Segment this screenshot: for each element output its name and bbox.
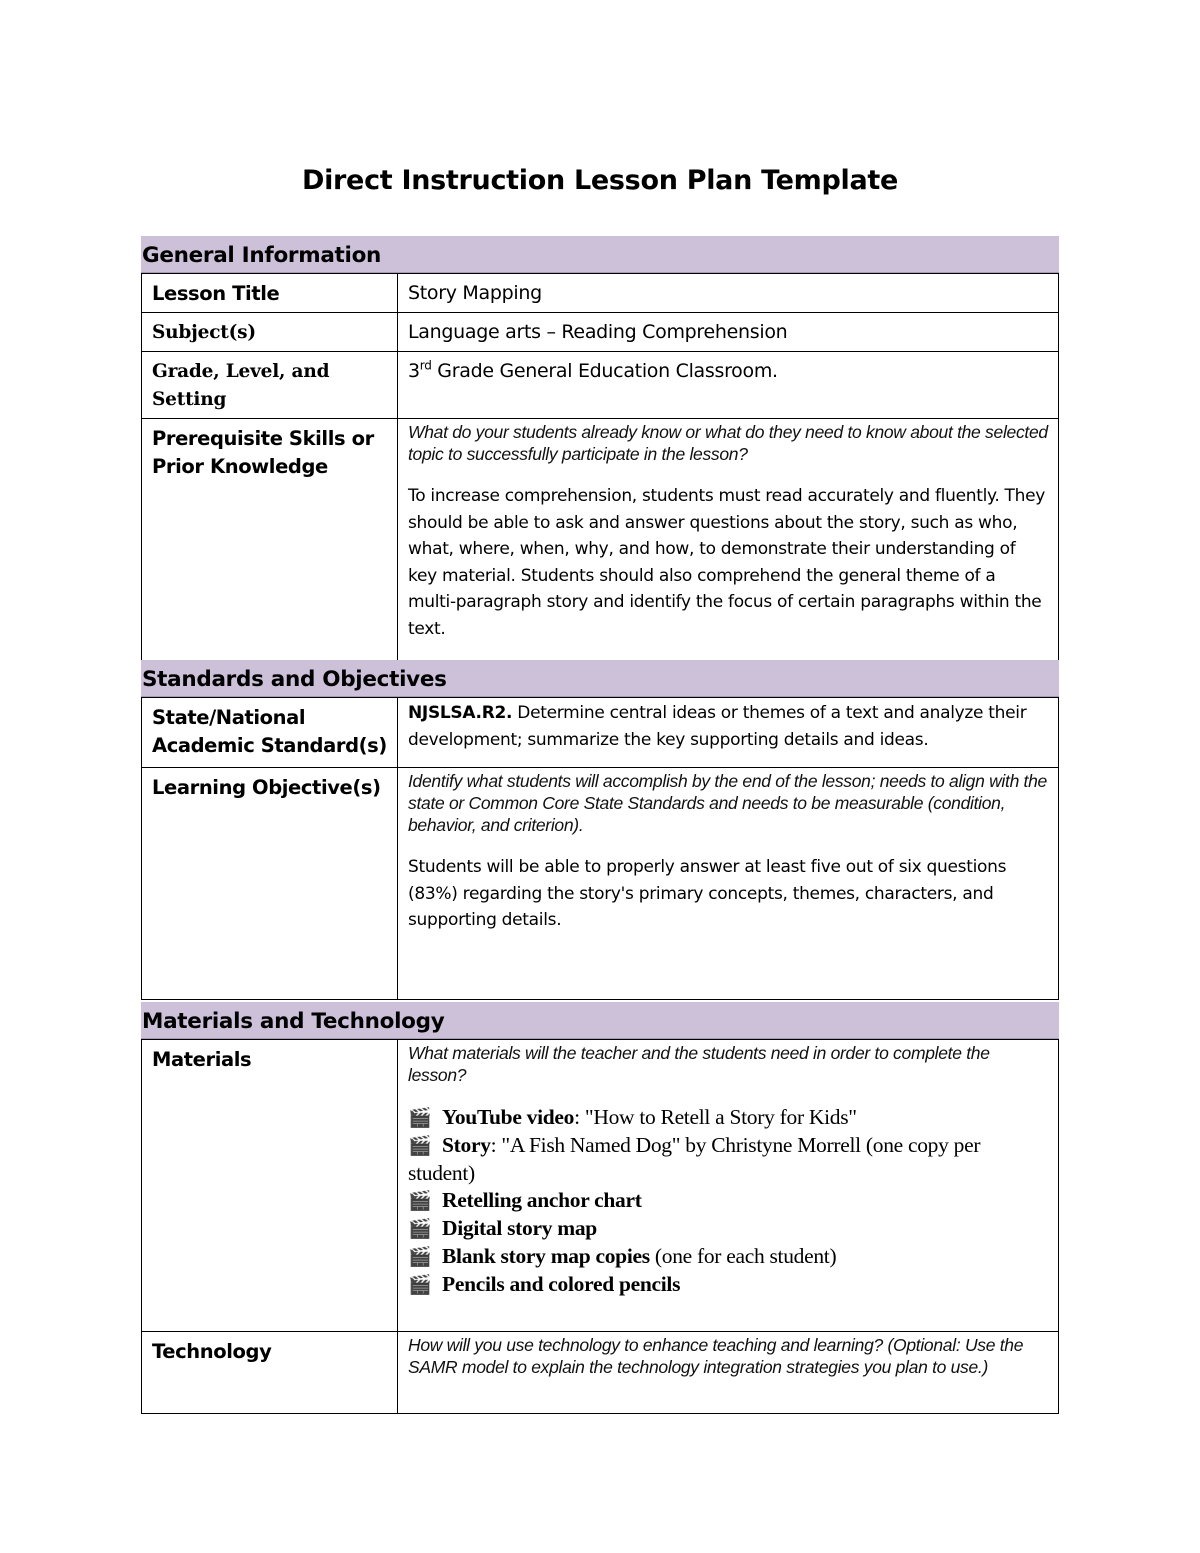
list-item (408, 1132, 1048, 1187)
grade-label: Grade, Level, and Setting (142, 352, 398, 419)
clapperboard-bullet-icon: 🎬 (408, 1247, 432, 1268)
clapperboard-bullet-icon: 🎬 (408, 1275, 432, 1296)
lesson-title-label: Lesson Title (142, 274, 398, 313)
materials-label: Materials (142, 1040, 398, 1332)
material-name: Blank story map copies (442, 1244, 650, 1268)
material-detail: : "How to Retell a Story for Kids" (574, 1105, 857, 1129)
clapperboard-bullet-icon: 🎬 (408, 1191, 432, 1212)
prerequisite-text: To increase comprehension, students must read accurately and fluently. They should be able to ask and answer questions about the story, such as who, what, where, when, why, and how, to demonstrate their understanding of key material. Students should also comprehend the general theme of a multi-paragraph story and identify the focus of certain paragraphs within the text. (408, 486, 1046, 639)
section-heading-standards: Standards and Objectives (141, 660, 1059, 697)
objective-value (398, 768, 1059, 1000)
list-item (408, 1187, 1048, 1215)
material-name: Digital story map (442, 1216, 597, 1240)
materials-list (408, 1104, 1048, 1299)
prerequisite-prompt: What do your students already know or what do they need to know about the selected topic to successfully participate in the lesson? (408, 422, 1048, 464)
technology-label: Technology (142, 1332, 398, 1414)
material-detail: (one for each student) (649, 1244, 837, 1268)
material-name: Pencils and colored pencils (442, 1272, 681, 1296)
table-row (142, 698, 1059, 768)
prerequisite-label: Prerequisite Skills or Prior Knowledge (142, 419, 398, 679)
materials-prompt: What materials will the teacher and the students need in order to complete the lesson? (408, 1043, 990, 1085)
table-row (142, 768, 1059, 1000)
table-row (142, 1040, 1059, 1332)
material-name: YouTube video (442, 1105, 575, 1129)
list-item (408, 1104, 1048, 1132)
objective-text: Students will be able to properly answer at least five out of six questions (83%) regarding the story's primary concepts, themes, characters, and supporting details. (408, 857, 1007, 930)
clapperboard-bullet-icon: 🎬 (408, 1136, 432, 1157)
table-row (142, 352, 1059, 419)
table-row (142, 1332, 1059, 1414)
clapperboard-bullet-icon: 🎬 (408, 1108, 432, 1129)
general-information-table (141, 273, 1059, 679)
material-name: Retelling anchor chart (442, 1188, 642, 1212)
grade-number: 3 (408, 360, 420, 382)
standards-objectives-section (141, 660, 1059, 1000)
section-heading-materials: Materials and Technology (141, 1002, 1059, 1039)
lesson-title-value: Story Mapping (398, 274, 1059, 313)
objective-prompt: Identify what students will accomplish by the end of the lesson; needs to align with the state or Common Core State Standards and needs to be measurable (condition, behavior, and criterion). (408, 771, 1047, 835)
subjects-label: Subject(s) (142, 313, 398, 352)
technology-prompt: How will you use technology to enhance teaching and learning? (Optional: Use the SAMR model to explain the technology integration strategies you plan to use.) (408, 1335, 1024, 1377)
materials-value (398, 1040, 1059, 1332)
list-item (408, 1271, 1048, 1299)
table-row (142, 419, 1059, 679)
table-row (142, 274, 1059, 313)
subjects-value: Language arts – Reading Comprehension (398, 313, 1059, 352)
material-name: Story (442, 1133, 491, 1157)
objective-label: Learning Objective(s) (142, 768, 398, 1000)
technology-value (398, 1332, 1059, 1414)
material-detail: : "A Fish Named Dog" by Christyne Morrell (one copy per student) (408, 1133, 981, 1185)
standards-objectives-table (141, 697, 1059, 1000)
list-item (408, 1243, 1048, 1271)
clapperboard-bullet-icon: 🎬 (408, 1219, 432, 1240)
prerequisite-value (398, 419, 1059, 679)
materials-technology-section (141, 1002, 1059, 1414)
standard-code: NJSLSA.R2. (408, 703, 513, 723)
standard-text-block (408, 700, 1048, 753)
general-information-section (141, 236, 1059, 679)
section-heading-general: General Information (141, 236, 1059, 273)
standard-label: State/National Academic Standard(s) (142, 698, 398, 768)
standard-value (398, 698, 1059, 768)
grade-suffix: rd (419, 358, 432, 373)
table-row (142, 313, 1059, 352)
document-title: Direct Instruction Lesson Plan Template (301, 165, 899, 196)
list-item (408, 1215, 1048, 1243)
standard-text: Determine central ideas or themes of a text and analyze their development; summarize the key supporting details and ideas. (408, 703, 1027, 750)
materials-technology-table (141, 1039, 1059, 1414)
grade-value (398, 352, 1059, 419)
grade-setting: Grade General Education Classroom. (431, 360, 778, 382)
